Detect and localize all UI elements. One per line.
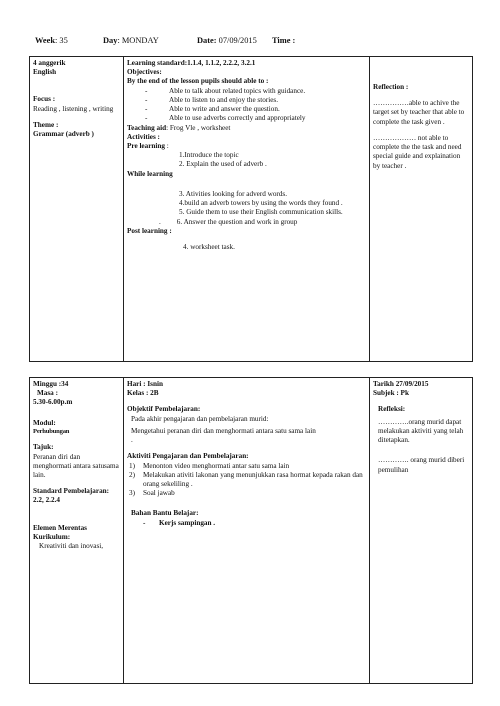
list-item: 4.build an adverb towers by using the words they found . (179, 199, 343, 208)
list-item: 2) Melakukan ativiti lakonan yang menunjukkan rasa hormat kepada rakan dan orang sekeliling . (129, 470, 363, 488)
list-item: . 6. Answer the question and work in group (159, 217, 298, 226)
lesson1-content-cell (124, 57, 370, 362)
refleksi-label: Refleksi: (378, 405, 406, 414)
subjek: Subjek : Pk (373, 389, 409, 398)
page-header (0, 36, 500, 50)
focus-label: Focus : (33, 95, 56, 104)
objectives-label: Objectives: (127, 68, 162, 77)
activities-label: Activities : (127, 132, 160, 141)
elemen-label: Elemen Merentas Kurikulum: (33, 523, 87, 541)
lesson-plan-pk (29, 377, 473, 684)
tajuk-value: Peranan diri dan menghormati antara satusama lain. (33, 452, 119, 479)
list-item: - Able to listen to and enjoy the stories. (127, 96, 366, 105)
standard-value: 2.2, 2.2.4 (33, 496, 60, 505)
objectives-list (127, 87, 366, 124)
objektif-text: Mengetahui peranan diri dan menghormati antara satu sama lain (131, 426, 316, 435)
bbb-value: - Kerjs sampingan . (127, 519, 366, 528)
refleksi-remedial: …………. orang murid diberi pemulihan (378, 456, 465, 474)
learning-standard: Learning standard:1.1.4, 1.1.2, 2.2.2, 3.2.1 (127, 59, 256, 67)
elemen-value: Kreativiti dan inovasi, (39, 542, 104, 551)
lesson2-reflection-cell (370, 378, 473, 684)
class-name: 4 anggerik (33, 59, 66, 67)
lesson2-info-cell (30, 378, 124, 684)
minggu: Minggu :34 (33, 380, 69, 388)
post-learning-label: Post learning : (127, 226, 172, 235)
pre-learning-label: Pre learning : (127, 141, 169, 150)
subject: English (33, 68, 57, 77)
day-field: Day: MONDAY (103, 36, 159, 45)
aktiviti-list (127, 462, 366, 499)
list-item: 4. worksheet task. (183, 242, 235, 251)
masa-label: Masa : (37, 389, 58, 398)
hari: Hari : Isnin (127, 380, 163, 388)
list-item: 1) Menonton video menghormati antar satu sama lain (129, 461, 290, 470)
list-item: 3) Soal jawab (129, 489, 175, 498)
refleksi-achieved: ………….orang murid dapat melakukan aktiviti yang telah ditetapkan. (378, 417, 464, 445)
aktiviti-label: Aktiviti Pengajaran dan Pembelajaran: (127, 452, 249, 461)
lesson2-content-cell (124, 378, 370, 684)
lesson1-reflection-cell (370, 57, 473, 362)
reflection-achieved: ……………able to achive the target set by teacher that able to complete the task given . (373, 99, 465, 126)
lesson-plan-english (29, 56, 473, 362)
list-item: - Able to talk about related topics with guidance. (127, 87, 366, 96)
kelas: Kelas : 2B (127, 389, 159, 398)
list-item: 3. Ativities looking for adverd words. (179, 189, 287, 198)
list-item: - Able to write and answer the question. (127, 105, 366, 114)
tajuk-label: Tajuk: (33, 443, 54, 452)
tarikh: Tarikh 27/09/2015 (373, 380, 429, 388)
date-field: Date: 07/09/2015 (197, 36, 257, 45)
list-item: - Able to use adverbs correctly and appropriately (127, 114, 366, 123)
reflection-not-achieved: ……………… not able to complete the the task and need special guide and explaination by teacher . (373, 133, 462, 170)
list-item: 1.Introduce the topic (179, 151, 239, 160)
week-field: Week: 35 (35, 36, 68, 45)
list-item: 2. Explain the used of adverb . (179, 160, 267, 169)
theme-value: Grammar (adverb ) (33, 130, 94, 139)
objektif-label: Objektif Pembelajaran: (127, 405, 201, 414)
theme-label: Theme : (33, 120, 59, 129)
lesson1-info-cell (30, 57, 124, 362)
modul-label: Modul: (33, 418, 56, 427)
teaching-aid: Teaching aid: Frog Vle , worksheet (127, 123, 231, 132)
standard-label: Standard Pembelajaran: (33, 487, 110, 496)
list-item: 5. Guide them to use their English communication skills. (179, 208, 343, 217)
objektif-dot: . (131, 436, 133, 445)
modul-value: Perhubungan (33, 427, 70, 435)
while-learning-label: While learning (127, 169, 173, 178)
bbb-label: Bahan Bantu Belajar: (131, 509, 199, 518)
objectives-intro: By the end of the lesson pupils should able to : (127, 77, 269, 86)
masa-value: 5.30-6.00p.m (33, 398, 73, 407)
objektif-intro: Pada akhir pengajaran dan pembelajaran murid: (131, 414, 269, 423)
reflection-label: Reflection : (373, 83, 409, 91)
time-field: Time : (272, 36, 296, 45)
focus-value: Reading , listening , writing (33, 104, 114, 113)
